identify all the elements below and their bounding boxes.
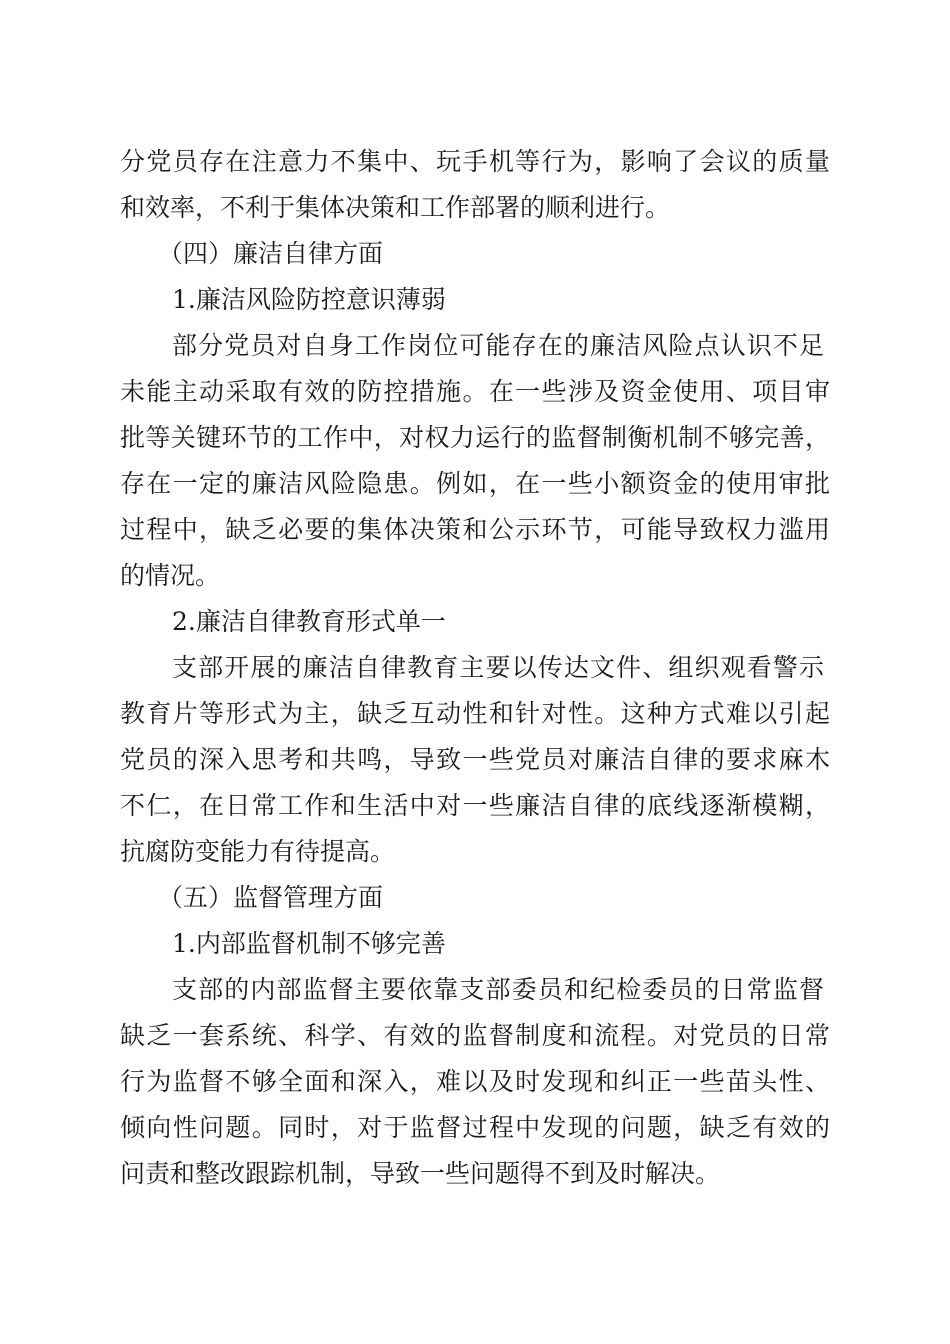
paragraph-line: 分党员存在注意力不集中、玩手机等行为，影响了会议的质量	[120, 147, 830, 176]
section-heading: （五）监督管理方面	[158, 883, 384, 912]
paragraph-line: 抗腐防变能力有待提高。	[120, 837, 396, 866]
paragraph-line: 教育片等形式为主，缺乏互动性和针对性。这种方式难以引起	[120, 699, 830, 728]
paragraph-line: 的情况。	[120, 561, 221, 590]
subsection-heading: 2.廉洁自律教育形式单一	[172, 607, 446, 636]
paragraph-line: 党员的深入思考和共鸣，导致一些党员对廉洁自律的要求麻木	[120, 745, 830, 774]
paragraph-line: 行为监督不够全面和深入，难以及时发现和纠正一些苗头性、	[120, 1067, 830, 1096]
paragraph-line: 部分党员对自身工作岗位可能存在的廉洁风险点认识不足	[172, 331, 824, 360]
paragraph-line: 和效率，不利于集体决策和工作部署的顺利进行。	[120, 193, 671, 222]
paragraph-line: 存在一定的廉洁风险隐患。例如，在一些小额资金的使用审批	[120, 469, 830, 498]
paragraph-line: 支部开展的廉洁自律教育主要以传达文件、组织观看警示	[172, 653, 824, 682]
subsection-heading: 1.廉洁风险防控意识薄弱	[172, 285, 446, 314]
paragraph-line: 未能主动采取有效的防控措施。在一些涉及资金使用、项目审	[120, 377, 830, 406]
paragraph-line: 过程中，缺乏必要的集体决策和公示环节，可能导致权力滥用	[120, 515, 830, 544]
section-heading: （四）廉洁自律方面	[158, 239, 384, 268]
subsection-heading: 1.内部监督机制不够完善	[172, 929, 446, 958]
paragraph-line: 问责和整改跟踪机制，导致一些问题得不到及时解决。	[120, 1159, 721, 1188]
paragraph-line: 批等关键环节的工作中，对权力运行的监督制衡机制不够完善，	[120, 423, 830, 452]
paragraph-line: 支部的内部监督主要依靠支部委员和纪检委员的日常监督	[172, 975, 824, 1004]
paragraph-line: 倾向性问题。同时，对于监督过程中发现的问题，缺乏有效的	[120, 1113, 830, 1142]
paragraph-line: 不仁，在日常工作和生活中对一些廉洁自律的底线逐渐模糊，	[120, 791, 830, 820]
paragraph-line: 缺乏一套系统、科学、有效的监督制度和流程。对党员的日常	[120, 1021, 830, 1050]
